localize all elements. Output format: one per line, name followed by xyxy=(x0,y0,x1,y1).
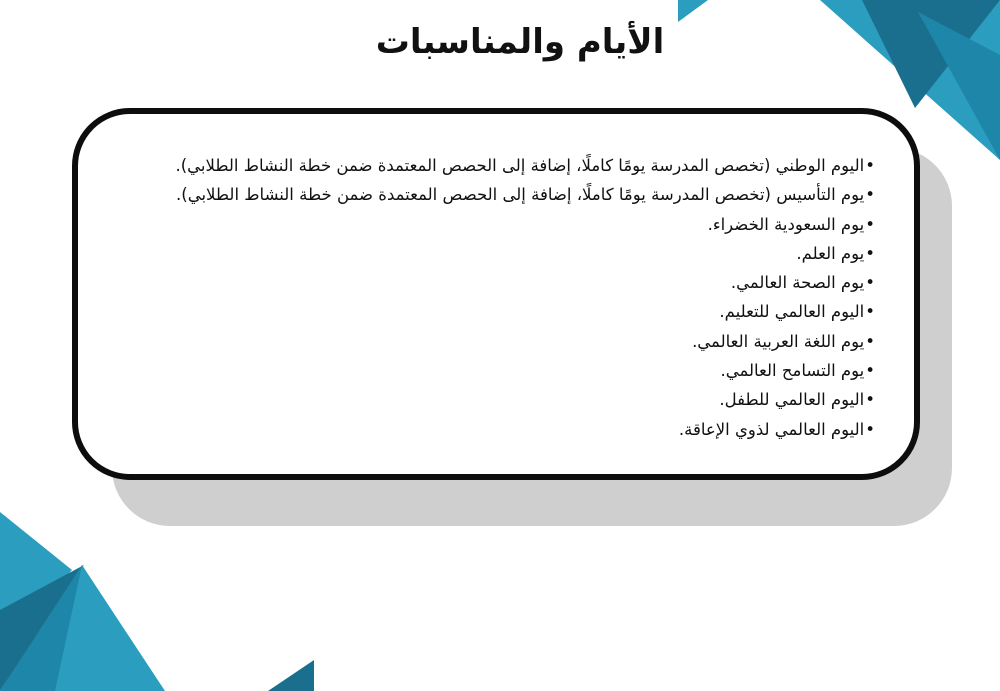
list-item-text: اليوم العالمي للطفل. xyxy=(719,390,865,410)
list-item xyxy=(95,151,875,180)
list-item-text: يوم الصحة العالمي. xyxy=(730,273,865,293)
list-item-text: يوم العلم. xyxy=(796,243,865,263)
list-item-text: اليوم العالمي لذوي الإعاقة. xyxy=(678,419,865,439)
bullet: • xyxy=(865,185,875,205)
occasions-list xyxy=(95,151,875,444)
bullet: • xyxy=(865,273,875,293)
list-item xyxy=(95,297,875,326)
list-item-text: يوم التسامح العالمي. xyxy=(720,361,865,381)
bullet: • xyxy=(865,156,875,175)
page-title: الأيام والمناسبات xyxy=(375,22,665,62)
list-item-text: اليوم العالمي للتعليم. xyxy=(719,302,865,322)
list-item xyxy=(95,327,875,356)
list-item xyxy=(95,268,875,297)
list-item-text: يوم السعودية الخضراء. xyxy=(707,214,865,234)
list-item xyxy=(95,385,875,414)
bullet: • xyxy=(865,214,875,234)
bullet: • xyxy=(865,390,875,410)
list-item xyxy=(95,239,875,268)
list-item xyxy=(95,180,875,209)
bullet: • xyxy=(865,331,875,351)
list-item xyxy=(95,210,875,239)
list-item-text: يوم التأسيس (تخصص المدرسة يومًا كاملًا، إضافة إلى الحصص المعتمدة ضمن خطة النشاط الطلابي). xyxy=(176,185,865,205)
list-item-text: يوم اللغة العربية العالمي. xyxy=(692,331,865,351)
bullet: • xyxy=(865,419,875,439)
decor-triangle xyxy=(678,0,708,22)
bullet: • xyxy=(865,302,875,322)
bullet: • xyxy=(865,243,875,263)
list-item-text: اليوم الوطني (تخصص المدرسة يومًا كاملًا، إضافة إلى الحصص المعتمدة ضمن خطة النشاط الطلابي). xyxy=(175,156,865,175)
bullet: • xyxy=(865,361,875,381)
decor-triangle xyxy=(268,660,314,691)
list-item xyxy=(95,356,875,385)
list-item xyxy=(95,415,875,444)
